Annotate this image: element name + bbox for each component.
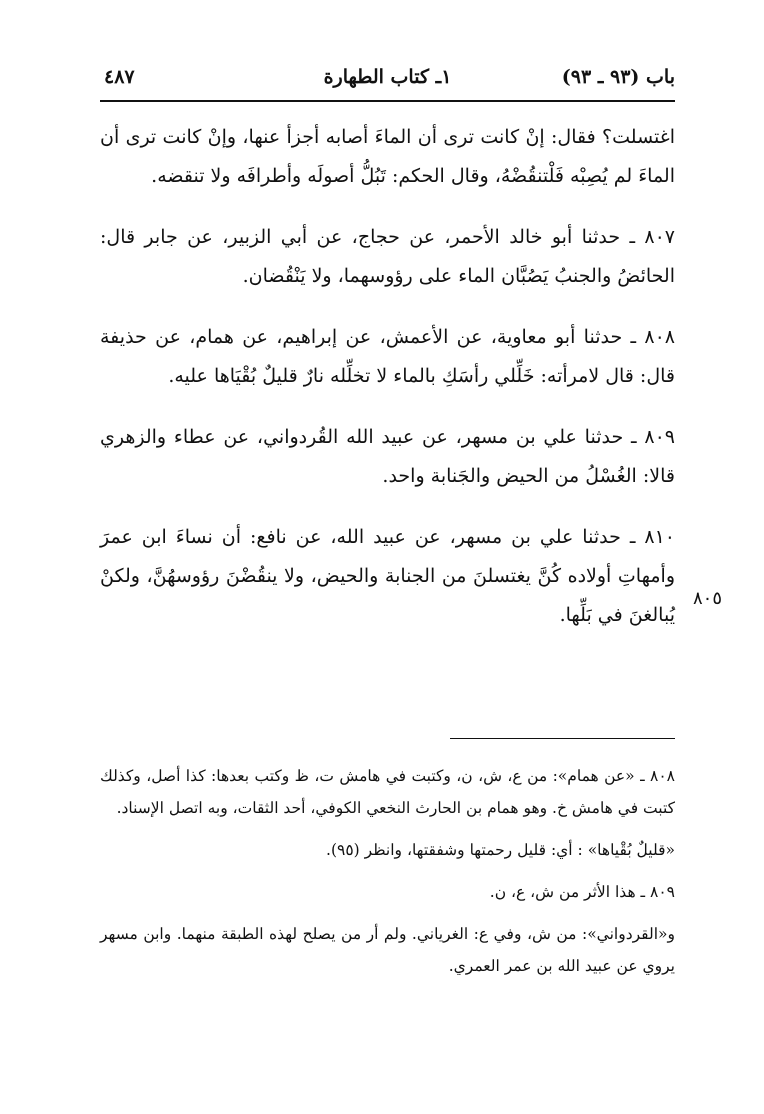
margin-reference-number: ٨٠٥ — [693, 588, 723, 609]
book-title: ١ـ كتاب الطهارة — [323, 66, 452, 88]
paragraph-810: ٨١٠ ـ حدثنا علي بن مسهر، عن عبيد الله، عن نافع: أن نساءَ ابن عمرَ وأمهاتِ أولاده كُنَّ يغتسلنَ من الجنابة والحيض، ولا ينقُضْنَ رؤوسهُنَّ، ولكنْ يُبالغنَ في بَلِّها. — [100, 526, 675, 626]
main-text — [100, 118, 675, 657]
paragraph-807: ٨٠٧ ـ حدثنا أبو خالد الأحمر، عن حجاج، عن أبي الزبير، عن جابر قال: الحائضُ والجنبُ يَصُبَّان الماء على رؤوسهما، ولا يَنْقُضان. — [100, 226, 675, 287]
chapter-title: باب (٩٣ ـ ٩٣) — [561, 66, 675, 88]
footnote-809-b: و«القردواني»: من ش، وفي ع: الغرياني. ولم أر من يصلح لهذه الطبقة منهما. وابن مسهر يروي عن عبيد الله بن عمر العمري. — [100, 925, 675, 975]
header-rule — [100, 100, 675, 102]
page-number: ٤٨٧ — [104, 66, 135, 88]
running-header — [100, 62, 675, 96]
footnote-808-a: ٨٠٨ ـ «عن همام»: من ع، ش، ن، وكتبت في هامش ت، ظ وكتب بعدها: كذا أصل، وكذلك كتبت في هامش خ. وهو همام بن الحارث النخعي الكوفي، أحد الثقات، وبه اتصل الإسناد. — [100, 767, 675, 817]
footnote-809-a: ٨٠٩ ـ هذا الأثر من ش، ع، ن. — [489, 883, 675, 901]
footnote-808-b: «قليلٌ بُقْياها» : أي: قليل رحمتها وشفقتها، وانظر (٩٥). — [326, 841, 675, 859]
paragraph-continuation: اغتسلت؟ فقال: إنْ كانت ترى أن الماءَ أصابه أجزأ عنها، وإنْ كانت ترى أن الماءَ لم يُصِبْه فَلْتنقُضْهُ، وقال الحكم: تَبُلُّ أصولَه وأطرافَه ولا تنقضه. — [100, 126, 675, 187]
footnote-rule — [450, 738, 675, 739]
footnotes — [100, 760, 675, 992]
paragraph-808: ٨٠٨ ـ حدثنا أبو معاوية، عن الأعمش، عن إبراهيم، عن همام، عن حذيفة قال: قال لامرأته: خَلِّلي رأسَكِ بالماء لا تخلِّله نارٌ قليلٌ بُقْيَاها عليه. — [100, 326, 675, 387]
paragraph-809: ٨٠٩ ـ حدثنا علي بن مسهر، عن عبيد الله القُردواني، عن عطاء والزهري قالا: الغُسْلُ من الحيض والجَنابة واحد. — [100, 426, 675, 487]
